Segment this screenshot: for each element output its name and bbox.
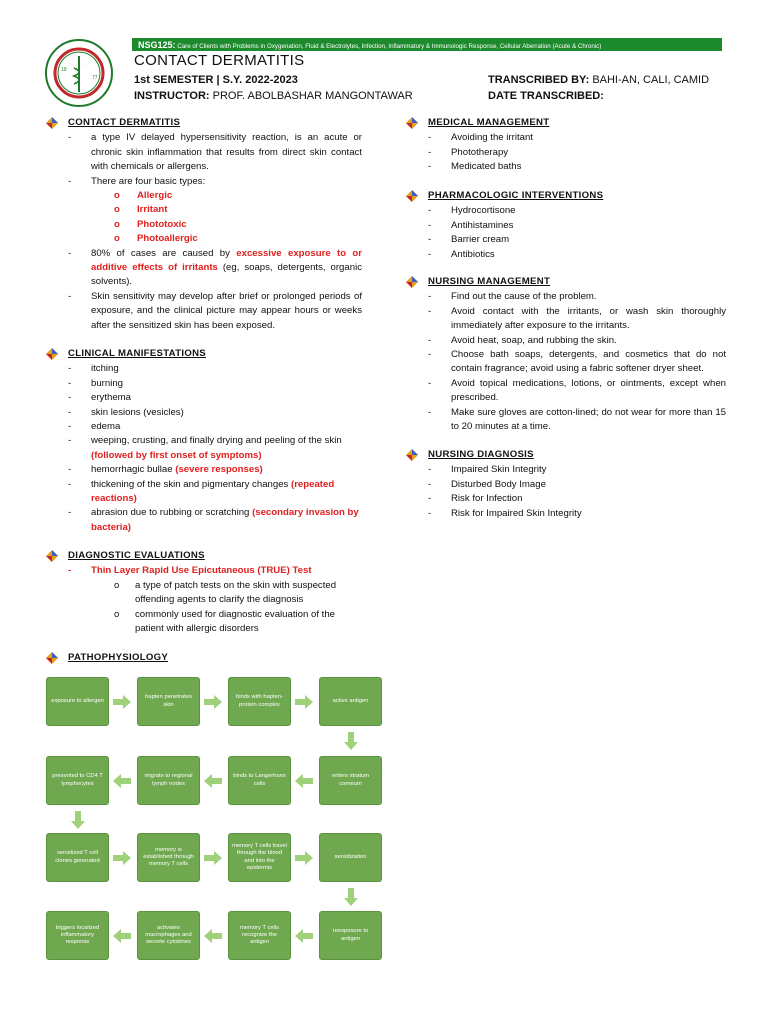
list-item: - Find out the cause of the problem. [428,290,726,304]
section-nursing-management [428,275,726,434]
flow-step-box: presented to CD4 T lymphocytes [46,756,109,805]
semester-label: 1st SEMESTER | S.Y. 2022-2023 [134,74,298,86]
list-item: - Make sure gloves are cotton-lined; do not wear for more than 15 to 20 minutes at a time. [428,406,726,435]
transcribed-by-names: BAHI-AN, CALI, CAMID [592,74,710,86]
list-item: - abrasion due to rubbing or scratching (secondary invasion by bacteria) [68,506,362,535]
list-item: - Choose bath soaps, detergents, and cosmetics that do not contain fragrance; avoid using a fabric softener dryer sheet. [428,348,726,377]
list-item: - Antibiotics [428,248,726,262]
flow-arrow-icon [71,811,85,829]
diamond-bullet-icon [406,449,418,461]
type-item: o Allergic [68,189,362,203]
transcribed-by-label: TRANSCRIBED BY: [488,74,590,86]
list-item: - Disturbed Body Image [428,478,726,492]
date-transcribed-label: DATE TRANSCRIBED: [488,90,604,102]
diamond-bullet-icon [46,652,58,664]
list-item: - skin lesions (vesicles) [68,406,362,420]
test-name: - Thin Layer Rapid Use Epicutaneous (TRUE) Test [68,564,362,578]
section-diagnostic-evaluations [68,549,362,636]
flow-arrow-icon [204,695,222,709]
flow-arrow-icon [295,929,313,943]
svg-text:19: 19 [61,67,67,73]
type-item: o Photoallergic [68,232,362,246]
flow-arrow-icon [344,888,358,906]
course-description: Care of Clients with Problems in Oxygenation, Fluid & Electrolytes, Infection, Inflammatory & Immunologic Response, Cellular Aberration (Acute & Chronic) [177,43,602,50]
flow-step-box: binds with hapten-protein complex [228,677,291,726]
diamond-bullet-icon [46,117,58,129]
list-item: - Phototherapy [428,146,726,160]
flow-arrow-icon [204,851,222,865]
semester-line [134,74,298,86]
diamond-bullet-icon [406,190,418,202]
date-transcribed-line [488,90,604,102]
list-item: - Hydrocortisone [428,204,726,218]
list-item: - edema [68,420,362,434]
list-item: - Avoiding the irritant [428,131,726,145]
section-heading: DIAGNOSTIC EVALUATIONS [68,549,362,563]
document-title: CONTACT DERMATITIS [134,52,305,69]
flow-arrow-icon [113,929,131,943]
course-banner [132,38,722,51]
flow-step-box: reexposure to antigen [319,911,382,960]
type-item: o Irritant [68,203,362,217]
list-item: - weeping, crusting, and finally drying and peeling of the skin (followed by first onset of symptoms) [68,434,362,463]
flow-step-box: triggers localized inflammatory response [46,911,109,960]
diamond-bullet-icon [46,348,58,360]
flow-step-box: sensitized T cell clones generated [46,833,109,882]
course-code: NSG125: [138,40,176,50]
section-contact-dermatitis [68,116,362,333]
test-detail: o a type of patch tests on the skin with suspected offending agents to clarify the diagnosis [68,579,362,608]
flow-step-box: enters stratum corneum [319,756,382,805]
section-pharmacologic-interventions [428,189,726,262]
pathophysiology-flowchart [46,677,386,967]
type-item: o Phototoxic [68,218,362,232]
instructor-name: PROF. ABOLBASHAR MANGONTAWAR [212,90,413,102]
section-heading: PATHOPHYSIOLOGY [68,651,362,665]
definition-item: - a type IV delayed hypersensitivity reaction, is an acute or chronic skin inflammation that results from direct skin contact with chemicals or allergens. [68,131,362,174]
list-item: - Impaired Skin Integrity [428,463,726,477]
section-heading: MEDICAL MANAGEMENT [428,116,726,130]
flow-step-box: active antigen [319,677,382,726]
list-item: - Risk for Infection [428,492,726,506]
list-item: - itching [68,362,362,376]
list-item: - burning [68,377,362,391]
flow-arrow-icon [295,774,313,788]
test-detail: o commonly used for diagnostic evaluation of the patient with allergic disorders [68,608,362,637]
section-clinical-manifestations [68,347,362,535]
section-heading: NURSING DIAGNOSIS [428,448,726,462]
flow-step-box: activates macrophages and secrete cytokines [137,911,200,960]
cases-item: - 80% of cases are caused by excessive exposure to or additive effects of irritants (eg, soaps, detergents, organic solvents). [68,247,362,290]
flow-arrow-icon [204,774,222,788]
flow-arrow-icon [295,851,313,865]
flow-step-box: hapten penetrates skin [137,677,200,726]
flow-step-box: memory T cells travel through the blood and into the epidermis [228,833,291,882]
transcribed-by-line [488,74,709,86]
document-header [36,34,722,104]
list-item: - Antihistamines [428,219,726,233]
list-item: - Barrier cream [428,233,726,247]
flow-arrow-icon [113,774,131,788]
list-item: - Medicated baths [428,160,726,174]
section-medical-management [428,116,726,175]
flow-step-box: binds to Langerhans cells [228,756,291,805]
list-item: - Avoid contact with the irritants, or wash skin thoroughly immediately after exposure to the irritants. [428,305,726,334]
flow-arrow-icon [344,732,358,750]
section-nursing-diagnosis [428,448,726,521]
types-intro: - There are four basic types: [68,175,362,189]
flow-step-box: migrate to regional lymph nodes [137,756,200,805]
section-heading: CLINICAL MANIFESTATIONS [68,347,362,361]
flow-arrow-icon [113,851,131,865]
svg-text:77: 77 [92,75,98,81]
flow-step-box: memory T cells recognize the antigen [228,911,291,960]
diamond-bullet-icon [406,276,418,288]
list-item: - hemorrhagic bullae (severe responses) [68,463,362,477]
diamond-bullet-icon [406,117,418,129]
flow-arrow-icon [295,695,313,709]
section-heading: NURSING MANAGEMENT [428,275,726,289]
flow-arrow-icon [204,929,222,943]
section-pathophysiology [68,651,362,666]
sensitivity-item: - Skin sensitivity may develop after brief or prolonged periods of exposure, and the clinical picture may appear hours or weeks after the sensitized skin has been exposed. [68,290,362,333]
college-seal-logo [44,38,114,108]
list-item: - erythema [68,391,362,405]
list-item: - Avoid heat, soap, and rubbing the skin. [428,334,726,348]
flow-arrow-icon [113,695,131,709]
list-item: - Risk for Impaired Skin Integrity [428,507,726,521]
section-heading: PHARMACOLOGIC INTERVENTIONS [428,189,726,203]
section-heading: CONTACT DERMATITIS [68,116,362,130]
instructor-label: INSTRUCTOR: [134,90,210,102]
flow-step-box: memory is established through memory T cells [137,833,200,882]
flow-step-box: exposure to allergen [46,677,109,726]
flow-step-box: sensitization [319,833,382,882]
list-item: - Avoid topical medications, lotions, or ointments, except when prescribed. [428,377,726,406]
diamond-bullet-icon [46,550,58,562]
list-item: - thickening of the skin and pigmentary changes (repeated reactions) [68,478,362,507]
instructor-line [134,90,413,102]
